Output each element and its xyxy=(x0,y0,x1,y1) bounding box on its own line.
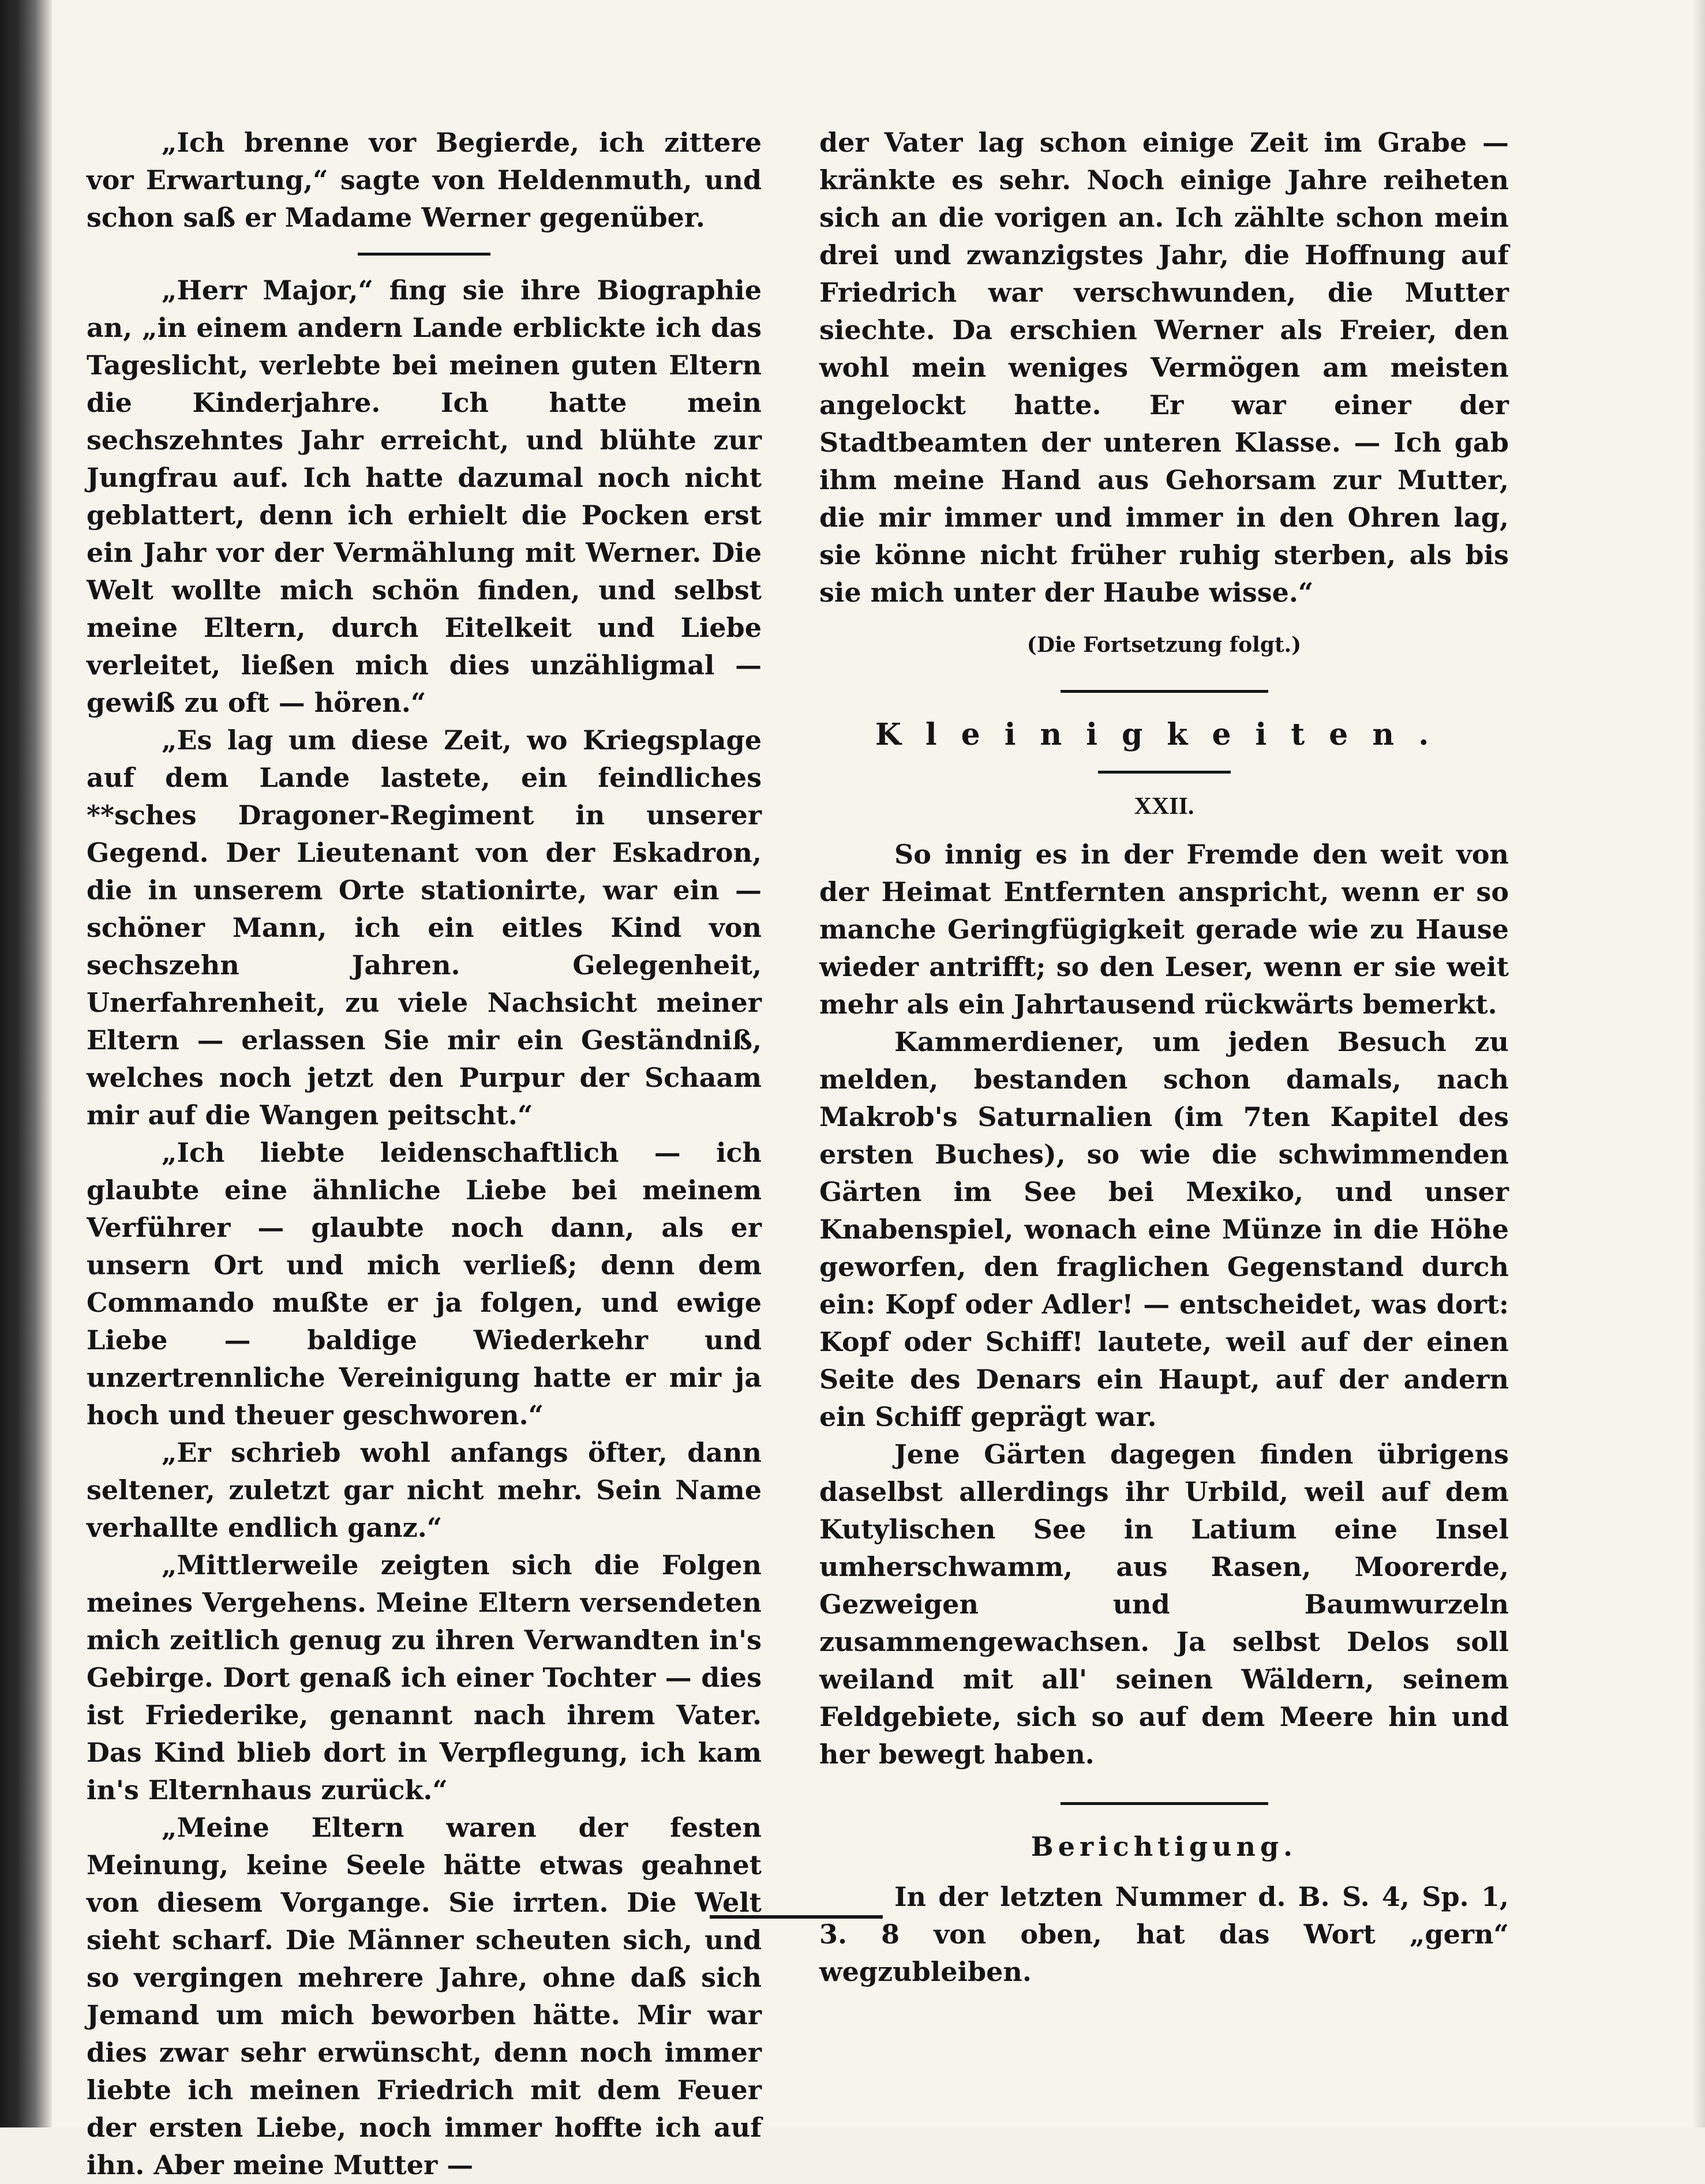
book-binding-edge xyxy=(0,0,52,2127)
page-right-edge xyxy=(1692,0,1705,2127)
section-title: Kleinigkeiten. xyxy=(875,717,1453,752)
right-paragraph-2: So innig es in der Fremde den weit von der Heimat Entfernten anspricht, wenn er so manche Geringfügigkeit gerade wie zu Hause wieder antrifft; so den Leser, wenn er sie weit mehr als ein Jahrtausend rückwärts bemerkt. xyxy=(819,839,1509,1020)
continuation-note: (Die Fortsetzung folgt.) xyxy=(1026,633,1302,657)
left-paragraph-1: „Ich brenne vor Begierde, ich zittere vor Erwartung,“ sagte von Heldenmuth, und schon saß er Madame Werner gegenüber. xyxy=(87,127,762,233)
left-paragraph-6: „Mittlerweile zeigten sich die Folgen meines Vergehens. Meine Eltern versendeten mich zeitlich genug zu ihren Verwandten in's Gebirge. Dort genaß ich einer Tochter — dies ist Friederike, genannt nach ihrem Vater. Das Kind blieb dort in Verpflegung, ich kam in's Elternhaus zurück.“ xyxy=(87,1549,762,1806)
left-paragraph-3: „Es lag um diese Zeit, wo Kriegsplage auf dem Lande lastete, ein feindliches **sches Dragoner-Regiment in unserer Gegend. Der Lieutenant von der Eskadron, die in unserem Orte stationirte, war ein — schöner Mann, ich ein eitles Kind von sechszehn Jahren. Gelegenheit, Unerfahrenheit, zu viele Nachsicht meiner Eltern — erlassen Sie mir ein Geständniß, welches noch jetzt den Purpur der Schaam mir auf die Wangen peitscht.“ xyxy=(87,725,762,1131)
bottom-rule xyxy=(710,1915,883,1919)
separator-rule xyxy=(1061,690,1268,693)
left-paragraph-7: „Meine Eltern waren der festen Meinung, keine Seele hätte etwas geahnet von diesem Vorgange. Sie irrten. Die Welt sieht scharf. Die Männer scheuten sich, und so vergingen mehrere Jahre, ohne daß sich Jemand um mich beworben hätte. Mir war dies zwar sehr erwünscht, denn noch immer liebte ich meinen Friedrich mit dem Feuer der ersten Liebe, noch immer hoffte ich auf ihn. Aber meine Mutter — xyxy=(87,1812,762,2181)
separator-rule xyxy=(358,253,490,256)
left-text-column xyxy=(87,124,762,2184)
right-paragraph-3: Kammerdiener, um jeden Besuch zu melden, bestanden schon damals, nach Makrob's Saturnalien (im 7ten Kapitel des ersten Buches), so wie die schwimmenden Gärten im See bei Mexiko, und unser Knabenspiel, wonach eine Münze in die Höhe geworfen, den fraglichen Gegenstand durch ein: Kopf oder Adler! — entscheidet, was dort: Kopf oder Schiff! lautete, weil auf der einen Seite des Denars ein Haupt, auf der andern ein Schiff geprägt war. xyxy=(819,1026,1509,1432)
right-paragraph-4: Jene Gärten dagegen finden übrigens daselbst allerdings ihr Urbild, weil auf dem Kutylischen See in Latium eine Insel umherschwamm, aus Rasen, Moorerde, Gezweigen und Baumwurzeln zusammengewachsen. Ja selbst Delos soll weiland mit all' seinen Wäldern, seinem Feldgebiete, sich so auf dem Meere hin und her bewegt haben. xyxy=(819,1439,1509,1770)
correction-text: In der letzten Nummer d. B. S. 4, Sp. 1, 3. 8 von oben, hat das Wort „gern“ wegzubleiben. xyxy=(819,1881,1509,1987)
correction-title: Berichtigung. xyxy=(1031,1831,1298,1862)
left-paragraph-5: „Er schrieb wohl anfangs öfter, dann seltener, zuletzt gar nicht mehr. Sein Name verhallte endlich ganz.“ xyxy=(87,1437,762,1543)
right-text-column xyxy=(819,124,1509,1991)
separator-rule xyxy=(1061,1802,1268,1805)
left-paragraph-2: „Herr Major,“ fing sie ihre Biographie an, „in einem andern Lande erblickte ich das Tageslicht, verlebte bei meinen guten Eltern die Kinderjahre. Ich hatte mein sechszehntes Jahr erreicht, und blühte zur Jungfrau auf. Ich hatte dazumal noch nicht geblattert, denn ich erhielt die Pocken erst ein Jahr vor der Vermählung mit Werner. Die Welt wollte mich schön finden, und selbst meine Eltern, durch Eitelkeit und Liebe verleitet, ließen mich dies unzähligmal — gewiß zu oft — hören.“ xyxy=(87,275,762,718)
separator-rule xyxy=(1098,771,1231,774)
left-paragraph-4: „Ich liebte leidenschaftlich — ich glaubte eine ähnliche Liebe bei meinem Verführer — glaubte noch dann, als er unsern Ort und mich verließ; denn dem Commando mußte er ja folgen, und ewige Liebe — baldige Wiederkehr und unzertrennliche Vereinigung hatte er mir ja hoch und theuer geschworen.“ xyxy=(87,1137,762,1431)
section-number: XXII. xyxy=(1134,793,1194,820)
right-paragraph-1: der Vater lag schon einige Zeit im Grabe — kränkte es sehr. Noch einige Jahre reiheten sich an die vorigen an. Ich zählte schon mein drei und zwanzigstes Jahr, die Hoffnung auf Friedrich war verschwunden, die Mutter siechte. Da erschien Werner als Freier, den wohl mein weniges Vermögen am meisten angelockt hatte. Er war einer der Stadtbeamten der unteren Klasse. — Ich gab ihm meine Hand aus Gehorsam zur Mutter, die mir immer und immer in den Ohren lag, sie könne nicht früher ruhig sterben, als bis sie mich unter der Haube wisse.“ xyxy=(819,127,1509,608)
